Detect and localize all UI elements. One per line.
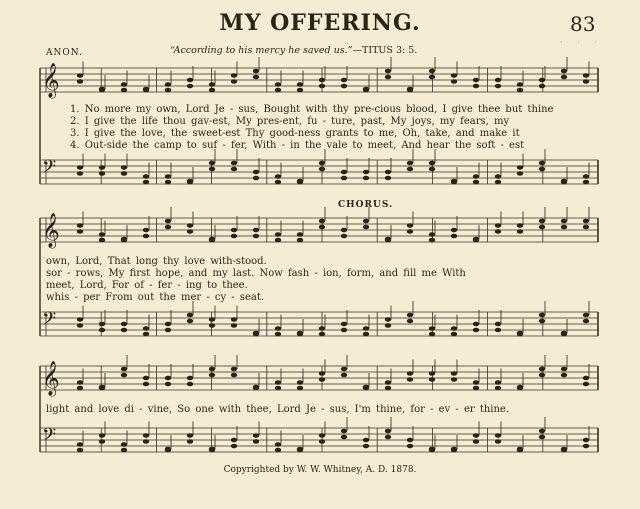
verse-line: 1. No more my own, Lord Je - sus, Bought with thy pre-cious blood, I give thee but thine <box>70 104 554 115</box>
verse-line: whis - per From out the mer - cy - seat. <box>46 292 265 303</box>
hymn-title: MY OFFERING. <box>219 10 421 36</box>
decorative-dots: · · · <box>560 38 603 47</box>
copyright-notice: Copyrighted by W. W. Whitney, A. D. 1878. <box>223 465 417 475</box>
author-credit: ANON. <box>46 48 83 58</box>
svg-text:𝄢: 𝄢 <box>42 425 57 450</box>
verse-line: sor - rows, My first hope, and my last. Now fash - ion, form, and fill me With <box>46 268 466 279</box>
epigraph-text: “According to his mercy he saved us.”— <box>170 45 362 56</box>
svg-text:𝄢: 𝄢 <box>42 157 57 182</box>
page-number: 83 <box>570 12 596 36</box>
chorus-label: CHORUS. <box>338 200 394 210</box>
verse-line: own, Lord, That long thy love with-stood. <box>46 256 267 267</box>
epigraph-reference: TITUS 3: 5. <box>361 45 418 56</box>
svg-text:𝄞: 𝄞 <box>42 213 60 248</box>
svg-text:𝄞: 𝄞 <box>42 361 60 396</box>
verse-line: 4. Out-side the camp to suf - fer, With - in the vale to meet, And hear the soft - est <box>70 140 525 151</box>
svg-text:𝄞: 𝄞 <box>42 63 60 98</box>
epigraph <box>170 45 417 56</box>
verse-line: 3. I give the love, the sweet-est Thy good-ness grants to me, Oh, take, and make it <box>70 128 520 139</box>
verse-line: meet, Lord, For of - fer - ing to thee. <box>46 280 248 291</box>
verse-line: light and love di - vine, So one with thee, Lord Je - sus, I'm thine, for - ev - er thine. <box>46 404 510 415</box>
svg-text:𝄢: 𝄢 <box>42 309 57 334</box>
verse-line: 2. I give the life thou gav-est, My pres-ent, fu - ture, past, My joys, my fears, my <box>70 116 510 127</box>
